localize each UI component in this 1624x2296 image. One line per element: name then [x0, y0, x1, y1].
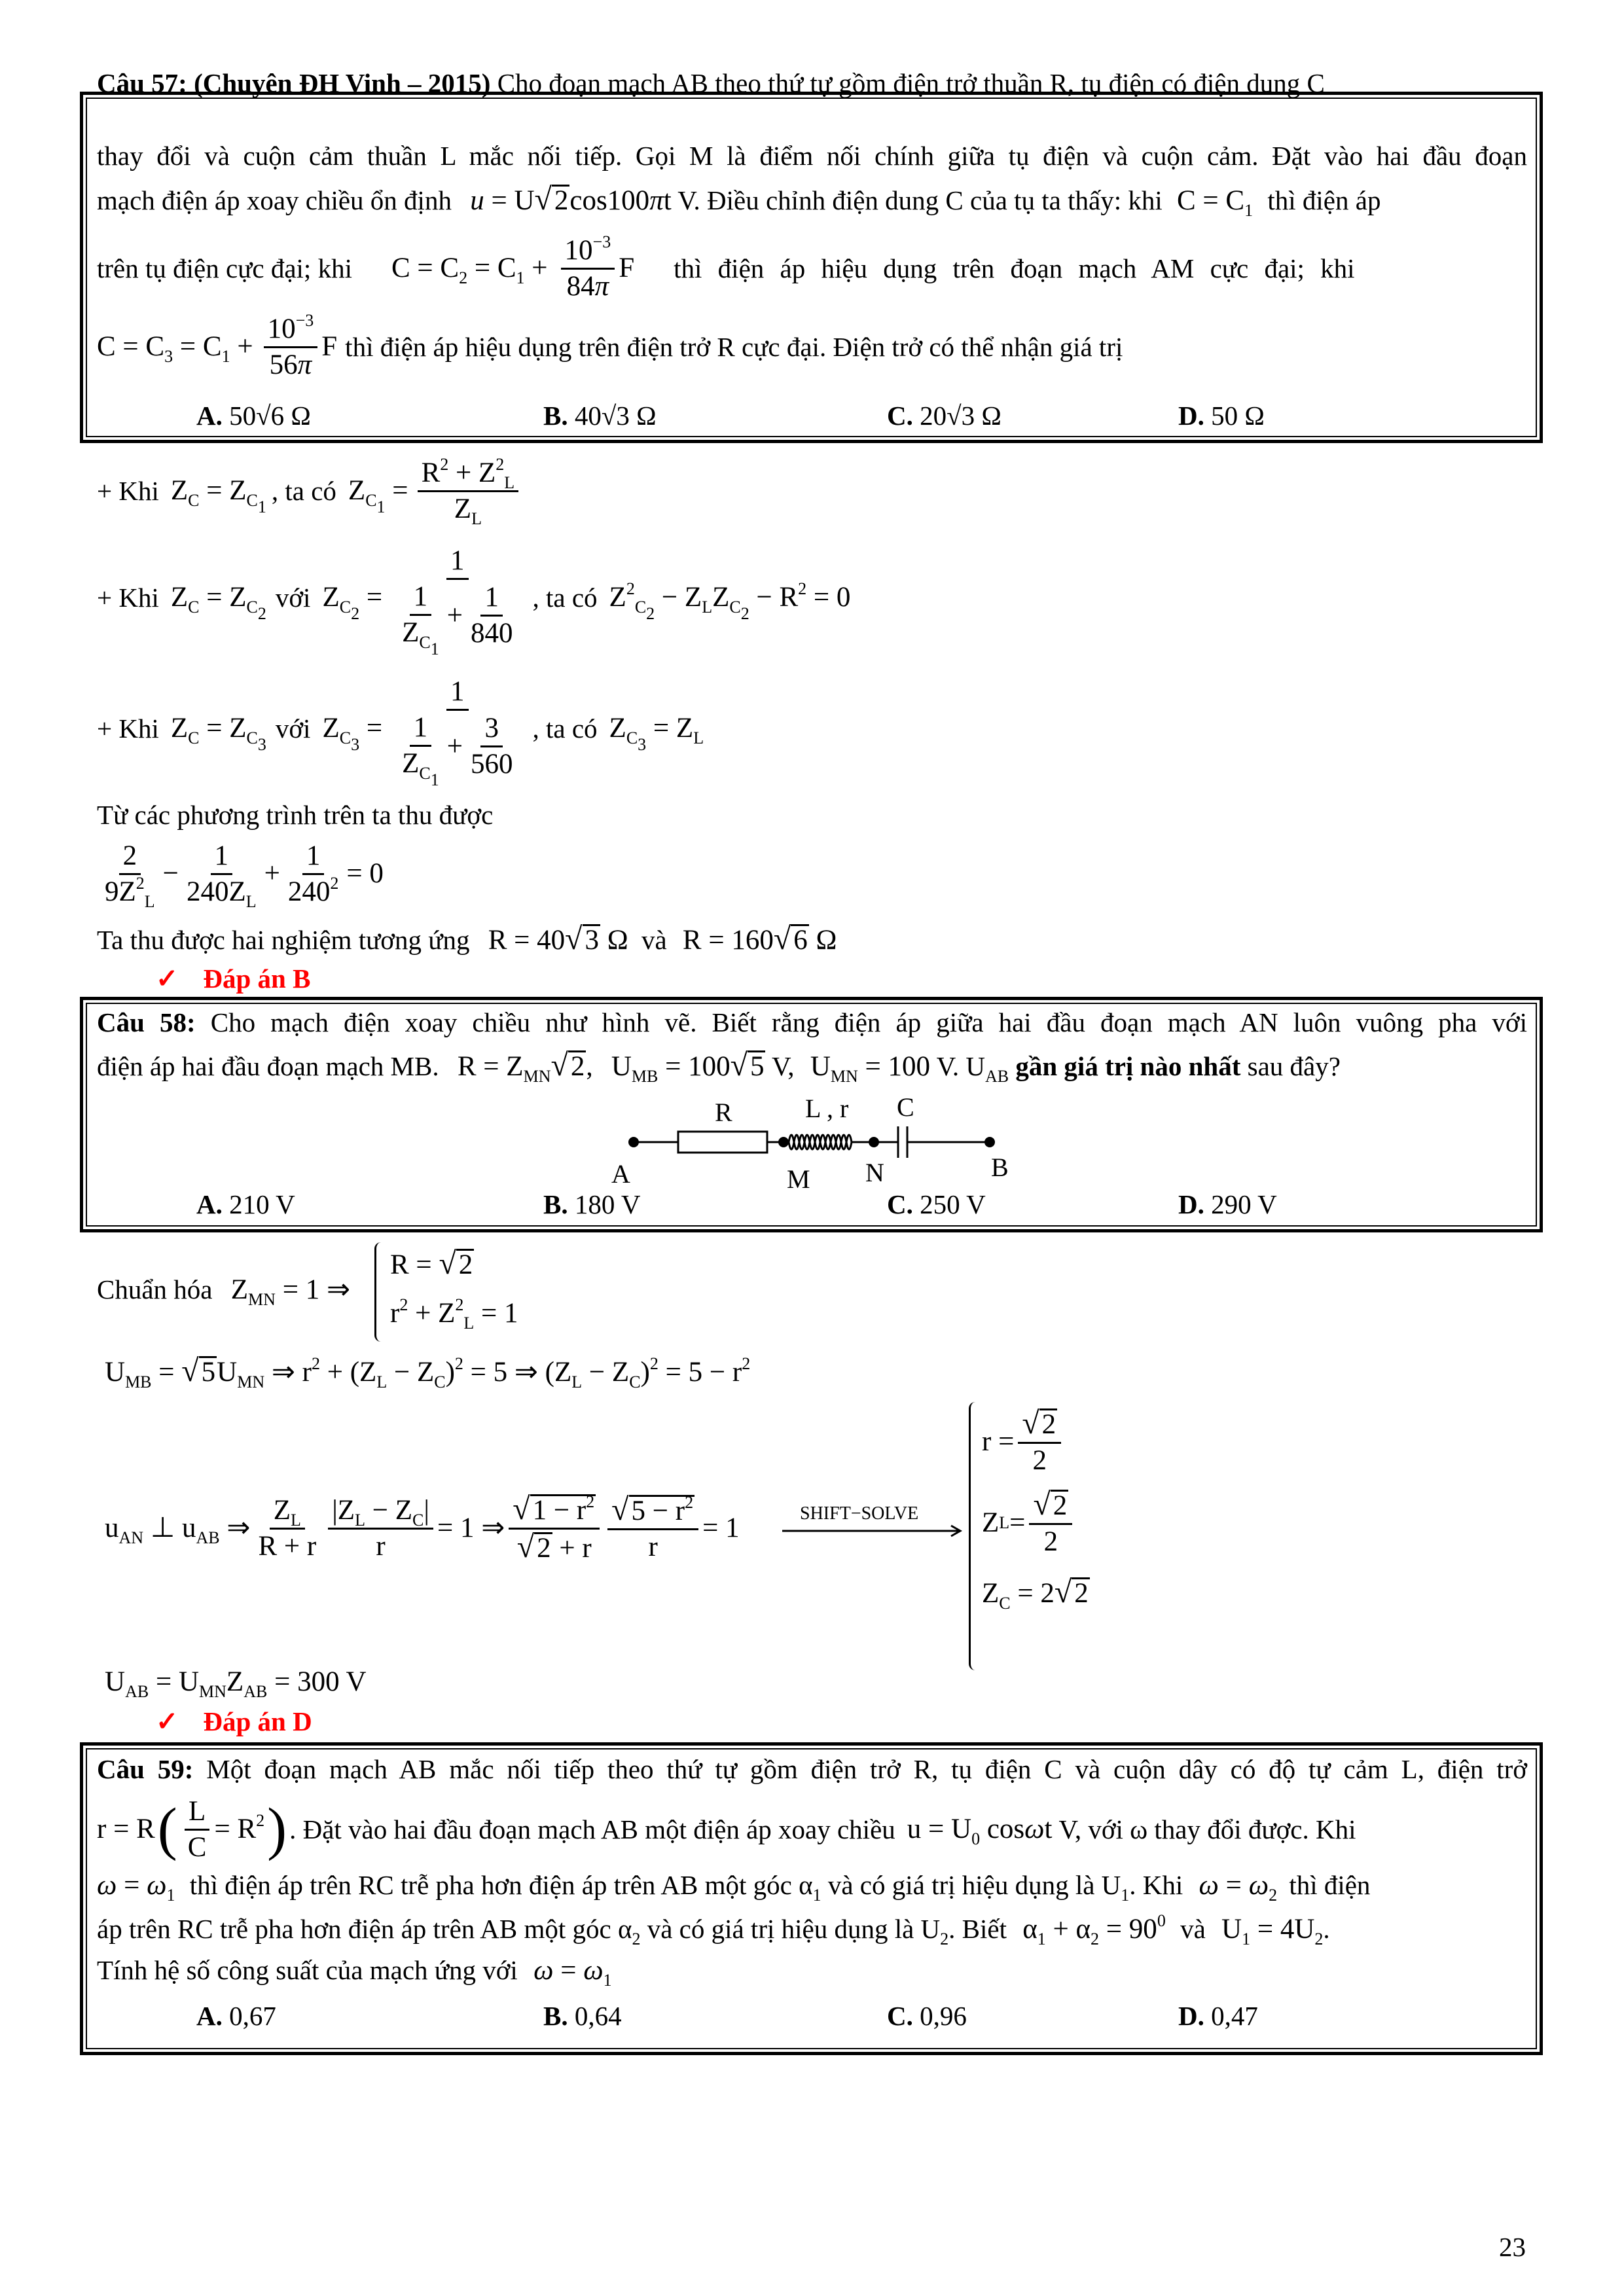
q57-line-1 [97, 67, 1325, 99]
q59-line-3: $\omega = \omega_1$ thì điện áp trên RC trễ pha hơn điện áp trên AB một góc $\alpha_1$ và có giá trị hiệu dụng là $U_1$. Khi $\omega = \omega_2$ thì điện [97, 1870, 1371, 1905]
brace-1 [374, 1242, 386, 1342]
resistor-symbol [678, 1132, 767, 1153]
q57-text-3c: thì điện áp [1267, 185, 1381, 215]
label-A: A [611, 1159, 630, 1189]
q59-line-2: r = R ( $\frac{L}{C}$ = $R^2$ ) . Đặt vào hai đầu đoạn mạch AB một điện áp xoay chiều $u = U_0$ cosωt V, với ω thay đổi được. Khi [97, 1795, 1356, 1863]
q59-option-d[interactable]: D. 0,47 [1178, 2001, 1258, 2031]
q59-option-a[interactable]: A. 0,67 [196, 2001, 276, 2031]
sol58-line-2: $U_{MB} = √5U_{MN}$ ⇒ $r^2 + (Z_L - Z_C)^2 = 5$ ⇒ $(Z_L - Z_C)^2 = 5 - r^2$ [105, 1354, 751, 1391]
q57-line-4: trên tụ điện cực đại; khi $C = C_2 = C_1$ + $\frac{10^{-3}}{84\pi}$ F thì điện áp hiệu dụng trên đoạn mạch AM cực đại; khi [97, 232, 1355, 302]
node-b [984, 1137, 995, 1147]
inductor-symbol [789, 1135, 852, 1142]
q57-option-b[interactable]: B. 40√3 Ω [543, 401, 657, 431]
sol57-line-6: Ta thu được hai nghiệm tương ứng R = 40√3 Ω và R = 160√6 Ω [97, 922, 837, 956]
q59-line-4: áp trên RC trễ pha hơn điện áp trên AB một góc $\alpha_2$ và có giá trị hiệu dụng là $U_2$. Biết $\alpha_1 + \alpha_2 = 90^0$ và $U_1 = 4U_2$. [97, 1911, 1330, 1948]
sol58-result-r: r = $\frac{√2}{2}$ [982, 1406, 1065, 1478]
q57-text-3a: mạch điện áp xoay chiều ổn định [97, 185, 452, 215]
checkmark-icon: ✓ [156, 963, 179, 994]
sol58-result-zc: $Z_C = 2√2$ [982, 1575, 1089, 1613]
q58-option-b[interactable]: B. 180 V [543, 1189, 641, 1219]
sol58-system-2: $r^2 + Z^2_L = 1$ [390, 1295, 518, 1333]
label-C: C [897, 1092, 914, 1122]
label-N: N [865, 1158, 884, 1187]
q58-option-d[interactable]: D. 290 V [1178, 1189, 1277, 1219]
q58-option-c[interactable]: C. 250 V [887, 1189, 986, 1219]
sol58-result-zl: Z L = $\frac{√2}{2}$ [982, 1487, 1076, 1559]
q57-line-3: mạch điện áp xoay chiều ổn định u = U√2cos100πt V. Điều chỉnh điện dung C của tụ ta thấy: khi $C = C_1$ thì điện áp [97, 182, 1381, 220]
sol57-line-4: Từ các phương trình trên ta thu được [97, 800, 494, 830]
circuit-diagram [611, 1090, 1021, 1194]
label-R: R [715, 1098, 732, 1127]
q57-text-5: thì điện áp hiệu dụng trên điện trở R cực đại. Điện trở có thể nhận giá trị [345, 332, 1123, 362]
label-Lr: L , r [805, 1094, 849, 1123]
page-number: 23 [1499, 2232, 1526, 2262]
label-M: M [787, 1164, 810, 1194]
sol58-line-4: $U_{AB} = U_{MN}Z_{AB} = 300$ V [105, 1666, 367, 1701]
sol57-line-5: $\frac{2}{9Z^2_L}$ − $\frac{1}{240Z_L}$ + $\frac{1}{240^2}$ = 0 [105, 840, 384, 911]
sol58-line-1: Chuẩn hóa $Z_{MN} = 1$ ⇒ [97, 1274, 350, 1309]
sol58-line-3: $u_{AN}$ ⊥ $u_{AB}$ ⇒ $\frac{Z_L}{R + r}$ $\frac{|Z_L - Z_C|}{r}$ = 1 ⇒ $\frac{√1 - r^2}{√2 + r}$ $\frac{√5 - r^2}{r}$ = 1 [105, 1491, 740, 1564]
q57-line-2 [97, 139, 1527, 172]
q57-option-c[interactable]: C. 20√3 Ω [887, 401, 1001, 431]
q57-text-4b: thì điện áp hiệu dụng trên đoạn mạch AM cực đại; khi [674, 253, 1355, 283]
q57-text-2: thay đổi và cuộn cảm thuần L mắc nối tiếp. Gọi M là điểm nối chính giữa tụ điện và cuộn cảm. Đặt vào hai đầu đoạn [97, 141, 1527, 171]
solve-label: SHIFT−SOLVE [800, 1503, 919, 1524]
sol57-answer: ✓ Đáp án B [156, 963, 311, 994]
q59-line-5: Tính hệ số công suất của mạch ứng với $\omega = \omega_1$ [97, 1955, 612, 1990]
node-a [628, 1137, 639, 1147]
node-m [778, 1137, 789, 1147]
brace-2 [969, 1402, 980, 1670]
label-B: B [991, 1153, 1009, 1182]
q57-text-4a: trên tụ điện cực đại; khi [97, 253, 352, 283]
q57-source: (Chuyên ĐH Vinh – 2015) [194, 68, 491, 98]
sol57-line-1: + Khi $Z_C = Z_{C_1}$ , ta có $Z_{C_1}$ = $\frac{R^2 + Z^2_L}{Z_L}$ [97, 452, 522, 530]
q58-line-2: điện áp hai đầu đoạn mạch MB. $R = Z_{MN}√2$, $U_{MB} = 100√5$ V, $U_{MN} = 100$ V. $U_{AB}$ gần giá trị nào nhất sau đây? [97, 1048, 1341, 1086]
q57-number: Câu 57: [97, 68, 187, 98]
sol57-line-2: + Khi $Z_C = Z_{C_2}$ với $Z_{C_2}$ = 1 $\frac{1}{Z_{C_1}}$ + $\frac{1}{840}$ , ta có $Z^2_{C_2} - Z_LZ_{C_2} - R^2 = 0$ [97, 545, 851, 658]
sol58-system-1: R = √2 [390, 1246, 473, 1281]
q57-text-1: Cho đoạn mạch AB theo thứ tự gồm điện trở thuần R, tụ điện có điện dung C [497, 68, 1325, 98]
q59-option-b[interactable]: B. 0,64 [543, 2001, 622, 2031]
sol58-answer: ✓ Đáp án D [156, 1706, 312, 1736]
q57-text-3b: V. Điều chỉnh điện dung C của tụ ta thấy: khi [677, 185, 1163, 215]
node-n [869, 1137, 879, 1147]
q58-option-a[interactable]: A. 210 V [196, 1189, 295, 1219]
checkmark-icon: ✓ [156, 1706, 179, 1736]
q57-option-a[interactable]: A. 50√6 Ω [196, 401, 311, 431]
q57-option-d[interactable]: D. 50 Ω [1178, 401, 1265, 431]
q58-line-1: Câu 58: Cho mạch điện xoay chiều như hình vẽ. Biết rằng điện áp giữa hai đầu đoạn mạch AN luôn vuông pha với [97, 1007, 1528, 1037]
q59-line-1: Câu 59: Một đoạn mạch AB mắc nối tiếp theo thứ tự gồm điện trở R, tụ điện C và cuộn dây có độ tự cảm L, điện trở [97, 1754, 1527, 1784]
q57-line-5: $C = C_3 = C_1$ + $\frac{10^{-3}}{56\pi}$ F thì điện áp hiệu dụng trên điện trở R cực đại. Điện trở có thể nhận giá trị [97, 310, 1123, 380]
sol57-line-3: + Khi $Z_C = Z_{C_3}$ với $Z_{C_3}$ = 1 $\frac{1}{Z_{C_1}}$ + $\frac{3}{560}$ , ta có $Z_{C_3} = Z_L$ [97, 675, 704, 789]
q59-option-c[interactable]: C. 0,96 [887, 2001, 967, 2031]
